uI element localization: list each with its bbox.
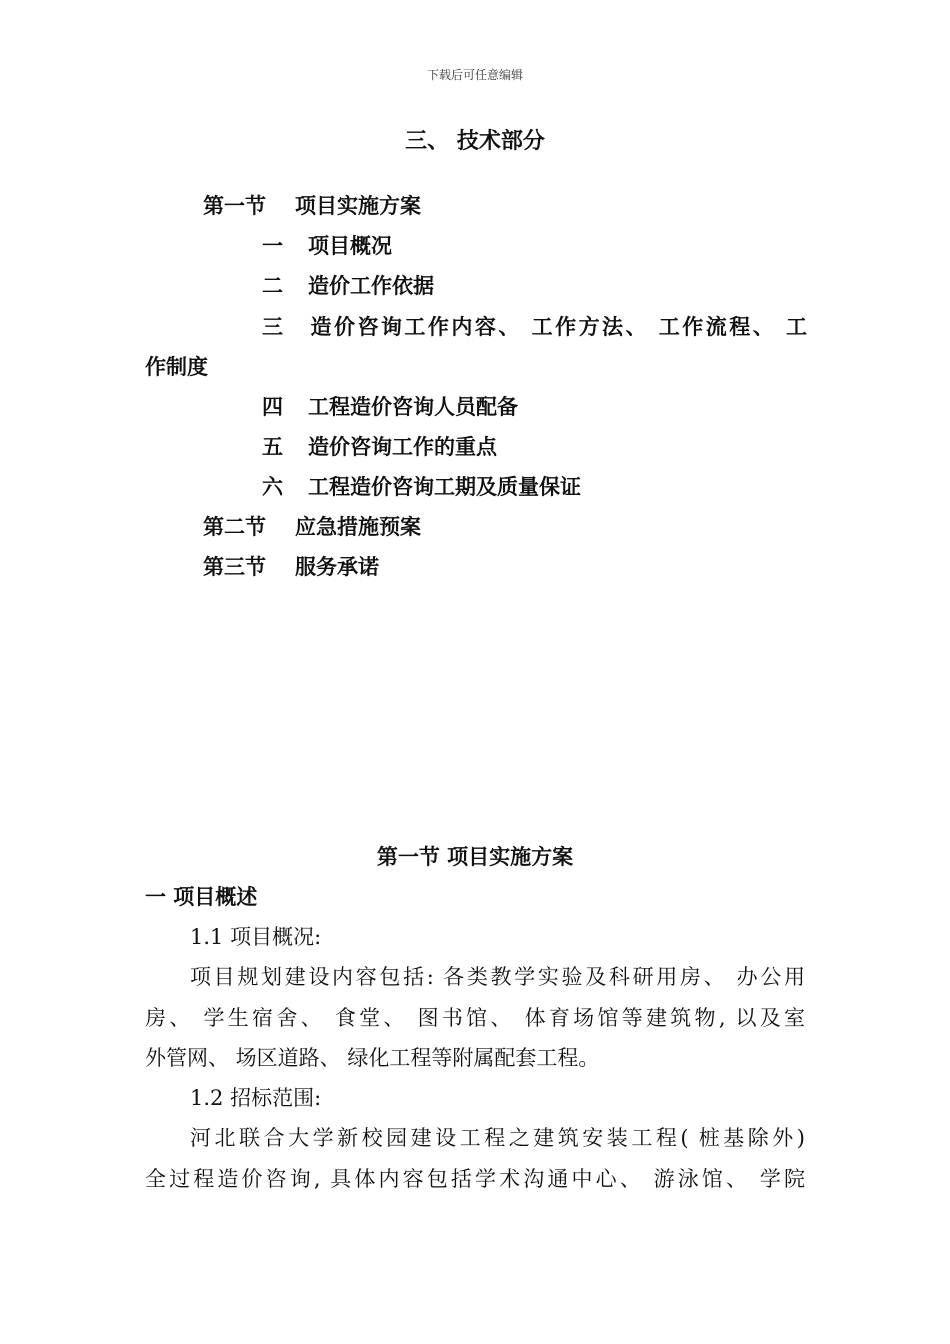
toc-item-6[interactable] <box>262 471 581 501</box>
toc-item-label: 作制度 <box>145 355 208 379</box>
toc-item-num: 二 <box>262 274 283 298</box>
toc-section-1[interactable] <box>203 190 421 220</box>
toc-item-4[interactable] <box>262 391 518 421</box>
toc-item-label: 造价工作依据 <box>308 274 434 298</box>
toc-section-1-label: 项目实施方案 <box>295 194 421 218</box>
toc-item-num: 三 <box>262 315 283 339</box>
sub-heading: 一 项目概述 <box>145 885 258 909</box>
toc-item-label: 造价咨询工作的重点 <box>308 435 497 459</box>
toc-section-3-num: 第三节 <box>203 555 266 579</box>
toc-item-5[interactable] <box>262 431 497 461</box>
toc-item-3-continued[interactable] <box>145 351 208 381</box>
toc-section-2-label: 应急措施预案 <box>295 515 421 539</box>
paragraph-line: 房、 学生宿舍、 食堂、 图书馆、 体育场馆等建筑物, 以及室 <box>145 1006 805 1030</box>
page-header: 下载后可任意编辑 <box>426 68 523 82</box>
paragraph-line: 河北联合大学新校园建设工程之建筑安装工程( 桩基除外) <box>190 1126 805 1150</box>
paragraph-line: 项目规划建设内容包括: 各类教学实验及科研用房、 办公用 <box>190 965 805 989</box>
toc-section-3[interactable] <box>203 551 379 581</box>
toc-item-label: 造价咨询工作内容、 工作方法、 工作流程、 工 <box>308 315 807 339</box>
paragraph-line: 全过程造价咨询, 具体内容包括学术沟通中心、 游泳馆、 学院 <box>145 1167 805 1191</box>
toc-item-num: 一 <box>262 234 283 258</box>
toc-section-3-label: 服务承诺 <box>295 555 379 579</box>
paragraph-label-1: 1.1 项目概况: <box>190 925 322 949</box>
toc-item-2[interactable] <box>262 270 434 300</box>
toc-item-3[interactable] <box>262 311 807 341</box>
section-heading: 第一节 项目实施方案 <box>376 845 574 869</box>
toc-item-label: 工程造价咨询工期及质量保证 <box>308 475 581 499</box>
toc-item-num: 四 <box>262 395 283 419</box>
toc-section-2-num: 第二节 <box>203 515 266 539</box>
toc-item-num: 五 <box>262 435 283 459</box>
toc-item-label: 工程造价咨询人员配备 <box>308 395 518 419</box>
toc-item-num: 六 <box>262 475 283 499</box>
paragraph-label-2: 1.2 招标范围: <box>190 1086 322 1110</box>
toc-section-2[interactable] <box>203 511 421 541</box>
toc-section-1-num: 第一节 <box>203 194 266 218</box>
paragraph-line: 外管网、 场区道路、 绿化工程等附属配套工程。 <box>145 1046 600 1070</box>
toc-item-label: 项目概况 <box>308 234 392 258</box>
toc-item-1[interactable] <box>262 230 392 260</box>
page-title: 三、 技术部分 <box>405 129 545 154</box>
